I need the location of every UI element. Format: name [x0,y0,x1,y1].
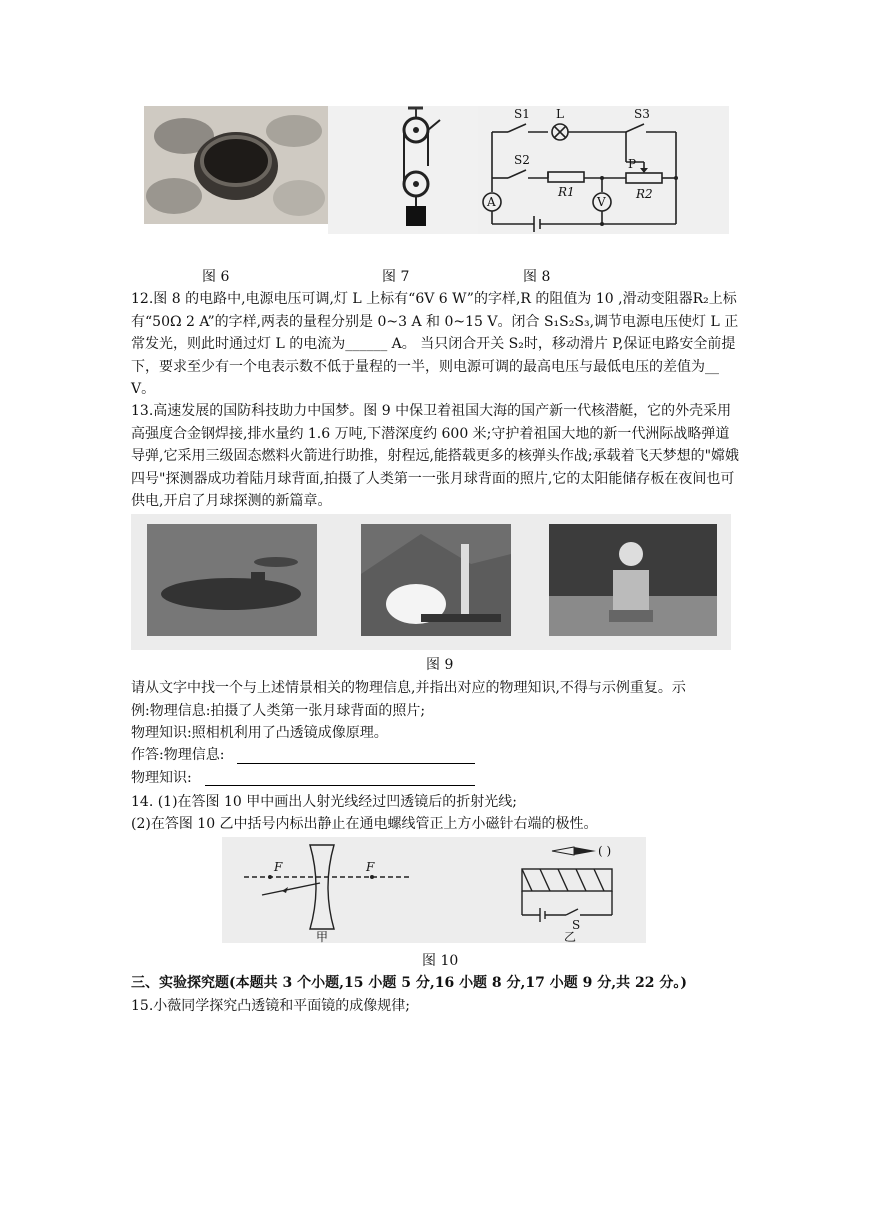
needle-pole-bracket[interactable]: ( ) [598,844,612,858]
r1-label: R1 [558,185,575,199]
figure-10-caption: 图 10 [422,953,459,969]
q13-answer-info-line[interactable] [237,763,475,764]
figure-8-caption: 图 8 [523,269,551,285]
q13-example-knowledge: 物理知识:照相机利用了凸透镜成像原理。 [131,725,388,741]
figure-6-photo [144,106,328,224]
q13-answer-knowledge-label: 物理知识: [131,770,192,786]
q14-line2: (2)在答图 10 乙中括号内标出静止在通电螺线管正上方小磁针右端的极性。 [131,816,598,832]
focal-point-right-label: F [366,860,375,874]
figure-7-caption: 图 7 [382,269,410,285]
figure-10-diagram [222,837,646,943]
ammeter-label: A [487,195,496,209]
figure-6-caption: 图 6 [202,269,230,285]
figure-9-submarine-photo [131,514,731,650]
figure-9-caption: 图 9 [426,657,454,673]
q13-answer-knowledge-line[interactable] [205,785,475,786]
section-3-heading: 三、实验探究题(本题共 3 个小题,15 小题 5 分,16 小题 8 分,17 小题 9 分,共 22 分。) [131,975,687,991]
q14-line1: 14. (1)在答图 10 甲中画出人射光线经过凹透镜后的折射光线; [131,794,517,810]
focal-point-left-label: F [274,860,283,874]
question-13: 13.高速发展的国防科技助力中国梦。图 9 中保卫着祖国大海的国产新一代核潜艇，它的外壳采用高强度合金钢焊接,排水量约 1.6 万吨,下潜深度约 600 米;守护着祖国大地的新一代洲际战略弹道导弹,它采用三级固态燃料火箭进行助推，射程远,能搭载更多的核弹头作战;承载着飞天梦想的"嫦娥四号"探测器成功着陆月球背面,拍摄了人类第一一张月球背面的照片,它的太阳能储存板在夜间也可供电,开启了月球探测的新篇章。 [131,403,740,509]
s1-label: S1 [514,107,530,121]
r2-label: R2 [636,187,653,201]
lamp-label: L [556,107,564,121]
slider-p-label: P [628,157,637,171]
label-yi: 乙 [564,930,577,943]
q13-example-info: 例:物理信息:拍摄了人类第一张月球背面的照片; [131,703,426,719]
voltmeter-label: V [597,195,606,209]
s3-label: S3 [634,107,650,121]
s2-label: S2 [514,153,530,167]
figure-8-circuit [478,106,729,234]
switch-s-label: S [572,918,581,932]
q13-answer-info-label: 作答:物理信息: [131,747,225,763]
label-jia: 甲 [316,930,329,943]
question-15: 15.小薇同学探究凸透镜和平面镜的成像规律; [131,998,410,1014]
figure-7-pulley [328,106,478,234]
question-12: 12.图 8 的电路中,电源电压可调,灯 L 上标有“6V 6 W”的字样,R 的阻值为 10 ,滑动变阻器R₂上标有“50Ω 2 A”的字样,两表的量程分别是 0~3 A 和 0~15 V。闭合 S₁S₂S₃,调节电源电压使灯 L 正常发光，则此时通过灯 L 的电流为______ A。 当只闭合开关 S₂时，移动滑片 P,保证电路安全前提下，要求至少有一个电表示数不低于量程的一半，则电源可调的最高电压与最低电压的差值为__ V。 [131,291,739,397]
q13-prompt: 请从文字中找一个与上述情景相关的物理信息,并指出对应的物理知识,不得与示例重复。示 [131,680,686,696]
